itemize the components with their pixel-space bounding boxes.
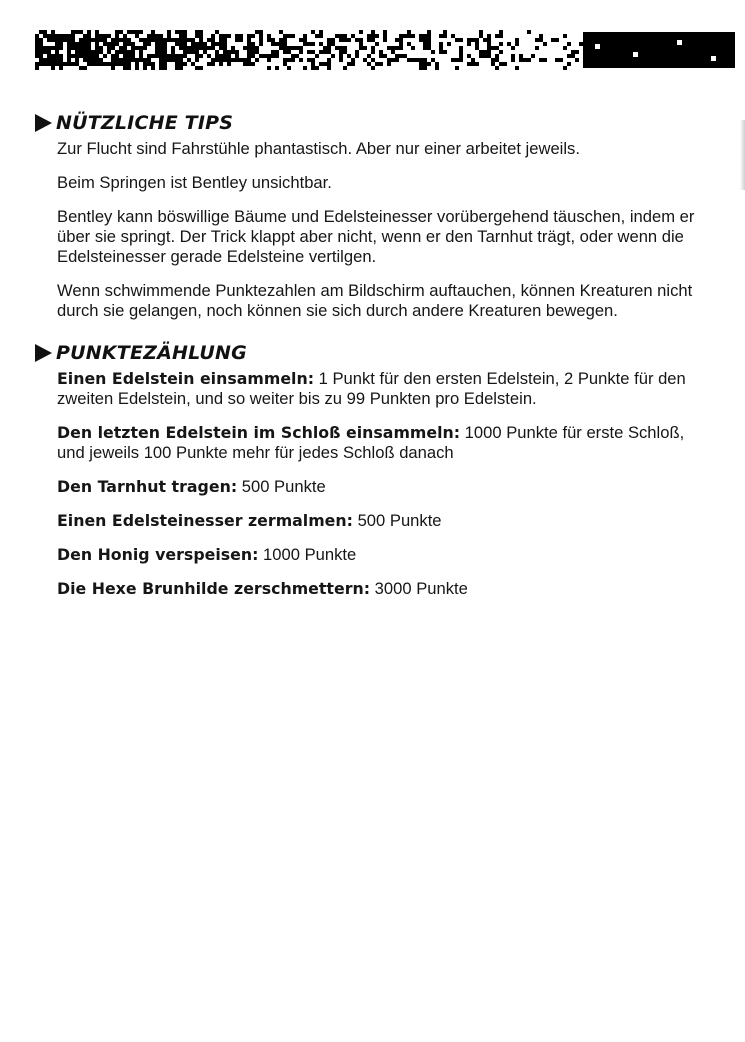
score-entry-text: 3000 Punkte [370,579,468,598]
manual-page-content [35,112,705,613]
score-entry-label: Die Hexe Brunhilde zerschmettern: [57,579,371,598]
tips-section [57,139,705,321]
scoring-heading-text: PUNKTEZÄHLUNG [56,342,247,364]
scoring-section [57,369,705,599]
score-entry-text: 1000 Punkte für erste Schloß, und jeweils 100 Punkte mehr für jedes Schloß danach [57,423,685,462]
score-entry [57,477,705,497]
score-entry [57,423,705,463]
tip-paragraph: Bentley kann böswillige Bäume und Edelsteinesser vorübergehend täuschen, indem er über sie springt. Der Trick klappt aber nicht, wenn er den Tarnhut trägt, oder wenn die Edelsteinesser gerade Edelsteine vertilgen. [57,207,695,266]
scoring-heading [35,342,705,364]
score-entry [57,369,705,409]
score-entry-text: 1000 Punkte [258,545,357,564]
score-entry-text: 1 Punkt für den ersten Edelstein, 2 Punkte für den zweiten Edelstein, und so weiter bis zu 99 Punkten pro Edelstein. [57,369,686,408]
score-entry-text: 500 Punkte [352,511,442,530]
score-entry [57,511,705,531]
score-entry-label: Einen Edelsteinesser zermalmen: [57,511,353,530]
score-entry-label: Den Honig verspeisen: [57,545,259,564]
pixel-mosaic-icon [35,30,735,70]
page-edge-shadow [740,120,745,190]
tips-heading [35,112,705,134]
pixel-mosaic-banner [35,30,735,70]
tip-paragraph: Beim Springen ist Bentley unsichtbar. [57,173,332,192]
tip-paragraph: Wenn schwimmende Punktezahlen am Bildschirm auftauchen, können Kreaturen nicht durch sie gelangen, noch können sie sich durch andere Kreaturen bewegen. [57,281,693,320]
tips-heading-text: NÜTZLICHE TIPS [56,112,234,134]
score-entry [57,545,705,565]
score-entry-label: Einen Edelstein einsammeln: [57,369,315,388]
score-entry-text: 500 Punkte [237,477,326,496]
triangle-marker-icon [35,344,52,362]
score-entry-label: Den Tarnhut tragen: [57,477,238,496]
score-entry [57,579,705,599]
tip-paragraph: Zur Flucht sind Fahrstühle phantastisch. Aber nur einer arbeitet jeweils. [57,139,580,158]
score-entry-label: Den letzten Edelstein im Schloß einsammeln: [57,423,461,442]
triangle-marker-icon [35,114,52,132]
